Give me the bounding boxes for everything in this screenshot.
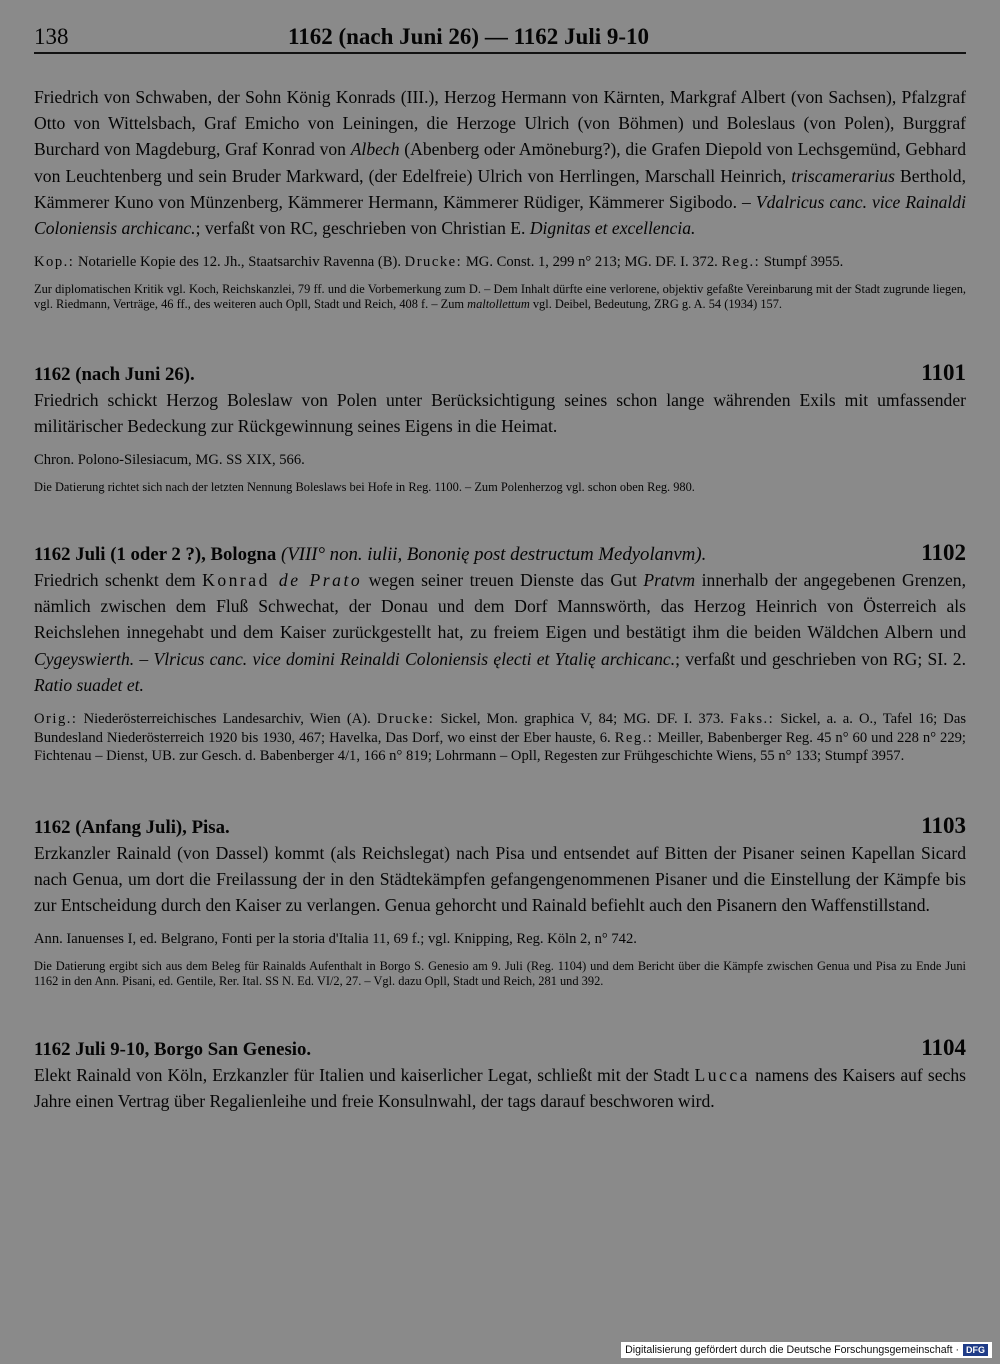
- footer-text: Digitalisierung gefördert durch die Deutsche Forschungsgemeinschaft ·: [625, 1344, 959, 1356]
- intro-paragraph: Friedrich von Schwaben, der Sohn König Konrads (III.), Herzog Hermann von Kärnten, Markgraf Albert (von Sachsen), Pfalzgraf Otto von Wittelsbach, Graf Emicho von Leiningen, die Herzoge Ulrich (von Böhmen) und Boleslaus (von Polen), Burggraf Burchard von Magdeburg, Graf Konrad von Albech (Abenberg oder Amöneburg?), die Grafen Diepold von Lechsgemünd, Gebhard von Leuchtenberg und sein Bruder Markward, (der Edelfreie) Ulrich von Herrlingen, Marschall Heinrich, triscamerarius Berthold, Kämmerer Kuno von Münzenberg, Kämmerer Hermann, Kämmerer Rüdiger, Kämmerer Sigibodo. – Vdalricus canc. vice Rainaldi Coloniensis archicanc.; verfaßt von RC, geschrieben von Christian E. Dignitas et excellencia.: [34, 87, 966, 239]
- page-header: [34, 18, 966, 54]
- entry-text: Elekt Rainald von Köln, Erzkanzler für Italien und kaiserlicher Legat, schließt mit der Stadt Lucca namens des Kaisers auf sechs Jahre einen Vertrag über Regalienleihe und freie Konsulnwahl, der tags darauf beschworen wird.: [34, 1064, 966, 1112]
- entry-1101: [34, 361, 966, 495]
- page-number: 138: [34, 24, 69, 49]
- entry-note: Die Datierung ergibt sich aus dem Beleg für Rainalds Aufenthalt in Borgo S. Genesio am 9. Juli (Reg. 1104) und dem Bericht über die Kämpfe zwischen Genua und Pisa zu Ende Juni 1162 in den Ann. Pisani, ed. Gentile, Rer. Ital. SS N. Ed. VI/2, 27. – Vgl. dazu Opll, Stadt und Reich, 281 und 392.: [34, 959, 966, 989]
- entry-text: Friedrich schickt Herzog Boleslaw von Polen unter Berücksichtigung seines schon lange währenden Exils mit umfassender militärischer Bedeckung zur Rückgewinnung seines Eigens in die Heimat.: [34, 389, 966, 436]
- entry-sources: Chron. Polono-Silesiacum, MG. SS XIX, 566.: [34, 452, 305, 469]
- funding-footer: [621, 1342, 992, 1358]
- entry-number: 1104: [921, 1034, 966, 1060]
- intro-sources: Kop.: Notarielle Kopie des 12. Jh., Staatsarchiv Ravenna (B). Drucke: MG. Const. 1, 299 n° 213; MG. DF. I. 372. Reg.: Stumpf 3955.: [34, 254, 844, 271]
- intro-note: Zur diplomatischen Kritik vgl. Koch, Reichskanzlei, 79 ff. und die Vorbemerkung zum D. – Dem Inhalt dürfte eine verlorene, objektiv gefaßte Vereinbarung mit der Stadt zugrunde liegen, vgl. Riedmann, Verträge, 46 ff., des weiteren auch Opll, Stadt und Reich, 408 f. – Zum maltollettum vgl. Deibel, Bedeutung, ZRG g. A. 54 (1934) 157.: [34, 281, 966, 312]
- entry-sources: Ann. Ianuenses I, ed. Belgrano, Fonti per la storia d'Italia 11, 69 f.; vgl. Knipping, Reg. Köln 2, n° 742.: [34, 931, 637, 948]
- entry-number: 1102: [921, 540, 966, 566]
- entry-heading: [34, 541, 966, 567]
- entry-title: 1162 Juli (1 oder 2 ?), Bologna (VIII° non. iulii, Bononię post destructum Medyolanvm).: [34, 544, 707, 566]
- entry-text: Friedrich schenkt dem Konrad de Prato wegen seiner treuen Dienste das Gut Pratvm innerhalb der angegebenen Grenzen, nämlich zwischen dem Fluß Schwechat, der Donau und dem Dorf Mannswörth, das Herzog Heinrich von Österreich als Reichslehen innegehabt und dem Kaiser zurückgestellt hat, zu freiem Eigen und bestätigt ihm die beiden Wäldchen Albern und Cygeyswierth. – Vlricus canc. vice domini Reinaldi Coloniensis ęlecti et Ytalię archicanc.; verfaßt und geschrieben von RG; SI. 2. Ratio suadet et.: [34, 570, 967, 695]
- entry-note: Die Datierung richtet sich nach der letzten Nennung Boleslaws bei Hofe in Reg. 1100. – Zum Polenherzog vgl. schon oben Reg. 980.: [34, 479, 695, 494]
- entry-number: 1101: [921, 359, 966, 385]
- entry-title: 1162 Juli 9-10, Borgo San Genesio.: [34, 1038, 312, 1060]
- entry-heading: [34, 814, 966, 840]
- document-page: [34, 18, 966, 1114]
- entry-1104: [34, 1036, 966, 1114]
- entry-1103: [34, 814, 966, 990]
- entry-title: 1162 (nach Juni 26).: [34, 363, 195, 385]
- entry-1102: [34, 541, 966, 766]
- entry-heading: [34, 361, 966, 387]
- entry-sources: Orig.: Niederösterreichisches Landesarchiv, Wien (A). Drucke: Sickel, Mon. graphica V, 84; MG. DF. I. 373. Faks.: Sickel, a. a. O., Tafel 16; Das Bundesland Niederösterreich 1920 bis 1930, 467; Havelka, Das Dorf, wo einst der Eber hauste, 6. Reg.: Meiller, Babenberger Reg. 45 n° 60 und 228 n° 229; Fichtenau – Dienst, UB. zur Gesch. d. Babenberger 4/1, 166 n° 819; Lohrmann – Opll, Regesten zur Frühgeschichte Wiens, 55 n° 133; Stumpf 3957.: [34, 711, 966, 765]
- entry-heading: [34, 1036, 966, 1062]
- entry-text: Erzkanzler Rainald (von Dassel) kommt (als Reichslegat) nach Pisa und entsendet auf Bitten der Pisaner seinen Kapellan Sicard nach Genua, um dort die Freilassung der in den Städtekämpfen gefangengenommenen Pisaner und die Einstellung der Kämpfe bis zur Entscheidung durch den Kaiser zu verlangen. Genua gehorcht und Rainald befiehlt auch den Pisanern den Waffenstillstand.: [34, 842, 966, 916]
- dfg-logo: DFG: [963, 1344, 988, 1356]
- running-title: 1162 (nach Juni 26) — 1162 Juli 9-10: [288, 24, 650, 49]
- entry-title: 1162 (Anfang Juli), Pisa.: [34, 816, 230, 838]
- entry-number: 1103: [921, 812, 966, 838]
